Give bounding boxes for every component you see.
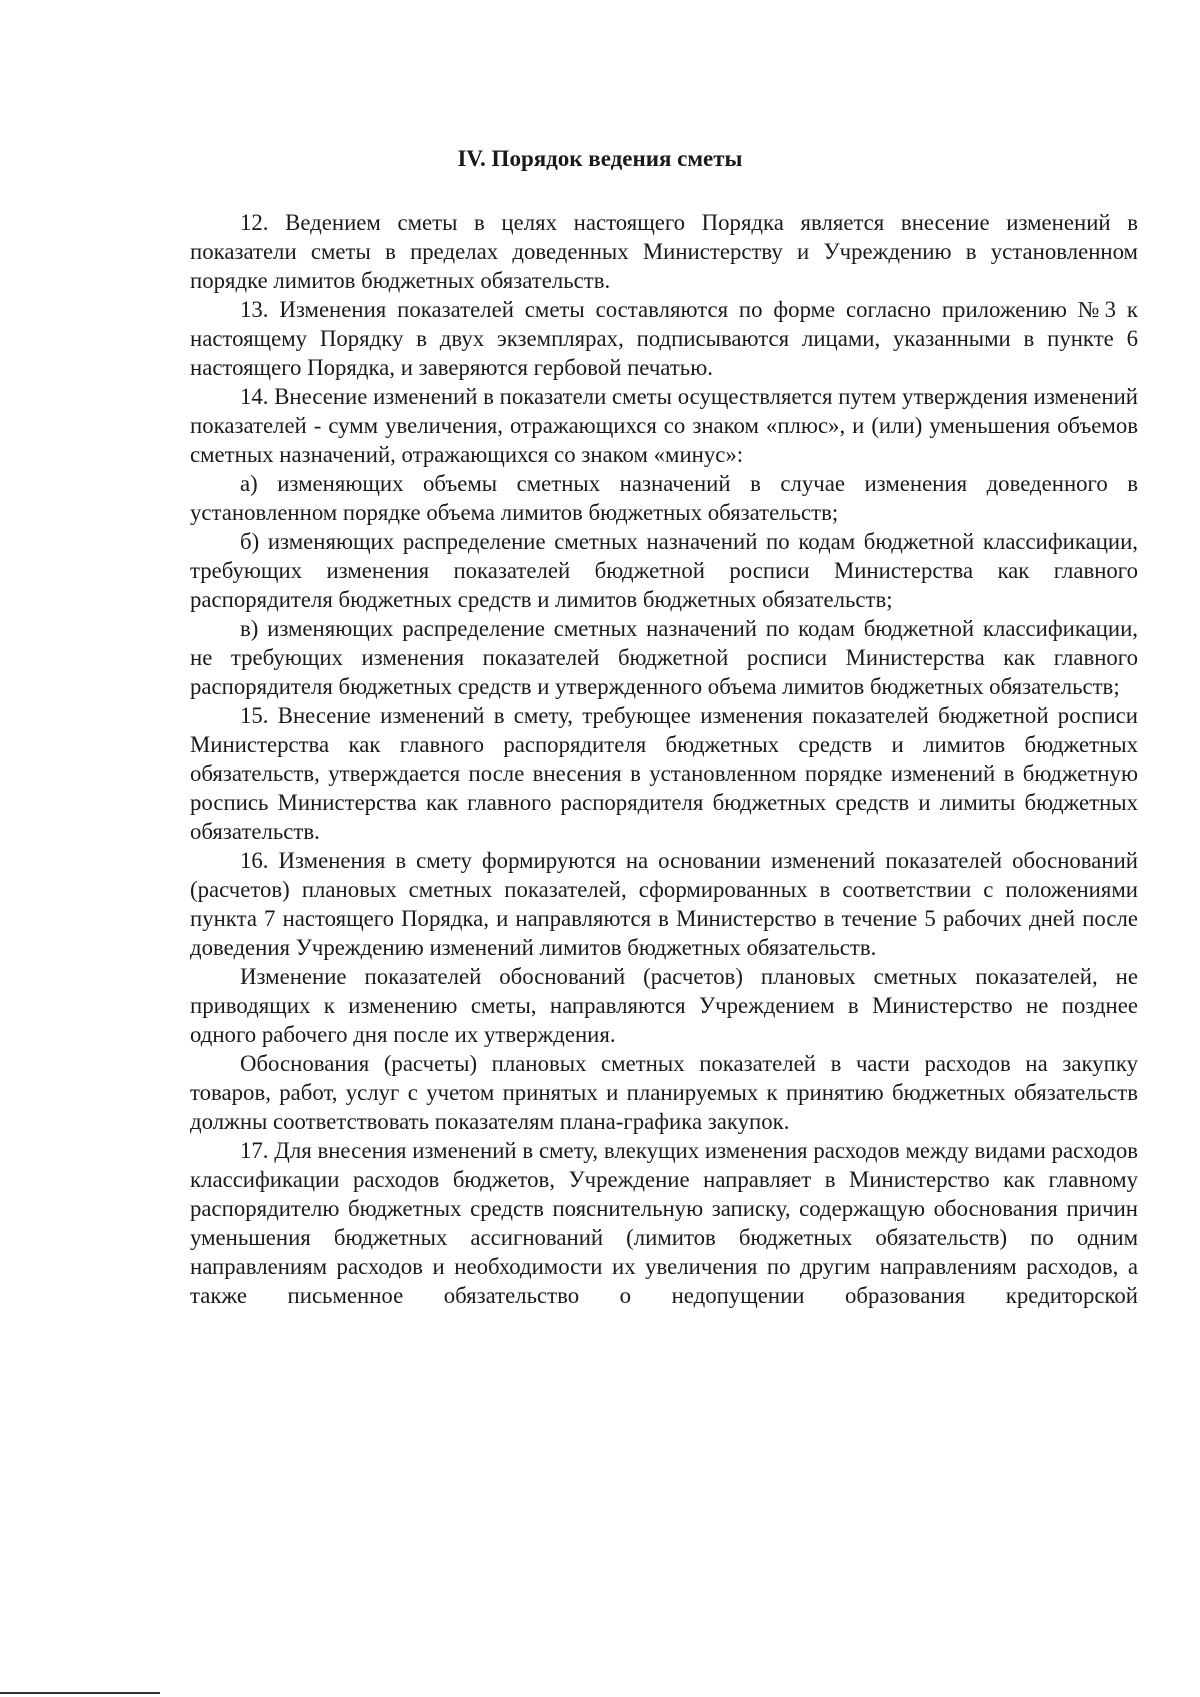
paragraph-16-changes: Изменение показателей обоснований (расчетов) плановых сметных показателей, не приводящих к изменению сметы, направляются Учреждением в Министерство не позднее одного рабочего дня после их утверждения. [190, 964, 1138, 1047]
paragraph-15: 15. Внесение изменений в смету, требующее изменения показателей бюджетной росписи Министерства как главного распорядителя бюджетных средств и лимитов бюджетных обязательств, утверждается после внесения в установленном порядке изменений в бюджетную роспись Министерства как главного распорядителя бюджетных средств и лимиты бюджетных обязательств. [190, 703, 1138, 844]
paragraph-17: 17. Для внесения изменений в смету, влекущих изменения расходов между видами расходов классификации расходов бюджетов, Учреждение направляет в Министерство как главному распорядителю бюджетных средств пояснительную записку, содержащую обоснования причин уменьшения бюджетных ассигнований (лимитов бюджетных обязательств) по одним направлениям расходов и необходимости их увеличения по другим направлениям расходов, а также письменное обязательство о недопущении образования кредиторской [190, 1138, 1138, 1308]
paragraph-14-v: в) изменяющих распределение сметных назначений по кодам бюджетной классификации, не требующих изменения показателей бюджетной росписи Министерства как главного распорядителя бюджетных средств и утвержденного объема лимитов бюджетных обязательств; [190, 616, 1138, 699]
paragraph-12: 12. Ведением сметы в целях настоящего Порядка является внесение изменений в показатели сметы в пределах доведенных Министерству и Учреждению в установленном порядке лимитов бюджетных обязательств. [190, 210, 1138, 293]
paragraph-16: 16. Изменения в смету формируются на основании изменений показателей обоснований (расчетов) плановых сметных показателей, сформированных в соответствии с положениями пункта 7 настоящего Порядка, и направляются в Министерство в течение 5 рабочих дней после доведения Учреждению изменений лимитов бюджетных обязательств. [190, 848, 1138, 960]
section-heading: IV. Порядок ведения сметы [457, 146, 743, 171]
paragraph-14: 14. Внесение изменений в показатели сметы осуществляется путем утверждения изменений показателей - сумм увеличения, отражающихся со знаком «плюс», и (или) уменьшения объемов сметных назначений, отражающихся со знаком «минус»: [190, 384, 1138, 467]
paragraph-14-a: а) изменяющих объемы сметных назначений в случае изменения доведенного в установленном порядке объема лимитов бюджетных обязательств; [190, 471, 1138, 525]
paragraph-13: 13. Изменения показателей сметы составляются по форме согласно приложению №3 к настоящему Порядку в двух экземплярах, подписываются лицами, указанными в пункте 6 настоящего Порядка, и заверяются гербовой печатью. [190, 297, 1138, 380]
paragraph-14-b: б) изменяющих распределение сметных назначений по кодам бюджетной классификации, требующих изменения показателей бюджетной росписи Министерства как главного распорядителя бюджетных средств и лимитов бюджетных обязательств; [190, 529, 1138, 612]
paragraph-16-justifications: Обоснования (расчеты) плановых сметных показателей в части расходов на закупку товаров, работ, услуг с учетом принятых и планируемых к принятию бюджетных обязательств должны соответствовать показателям плана-графика закупок. [190, 1051, 1138, 1134]
document-body [190, 208, 1138, 1310]
footer-rule [0, 1692, 160, 1694]
